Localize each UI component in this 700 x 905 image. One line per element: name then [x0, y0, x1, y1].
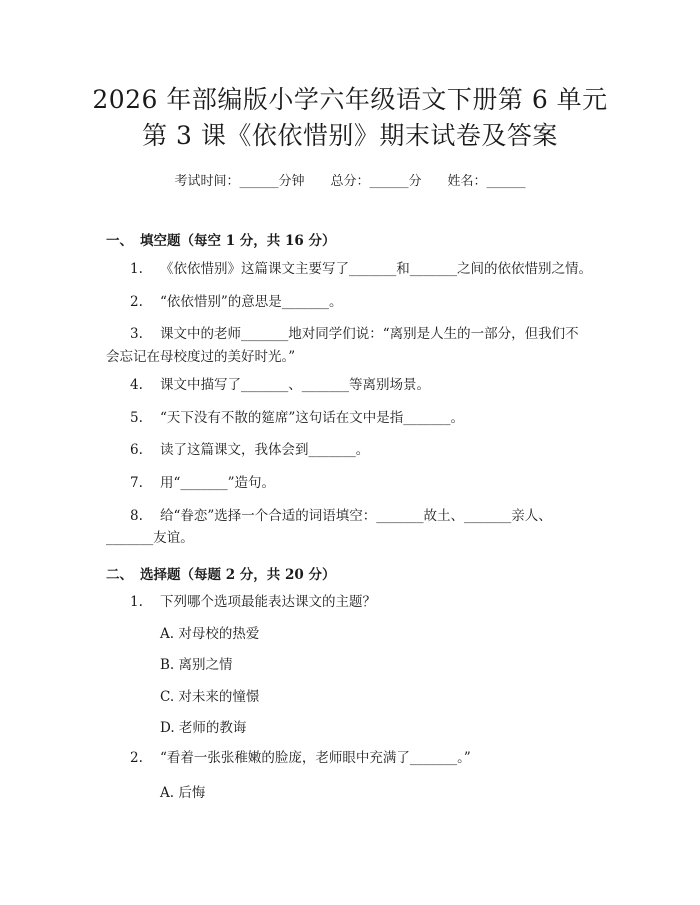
choice-question-2: 2. “看着一张张稚嫩的脸庞，老师眼中充满了_______。”	[130, 750, 471, 766]
question-text: “看着一张张稚嫩的脸庞，老师眼中充满了_______。”	[160, 750, 471, 766]
exam-name: 姓名：______	[447, 174, 526, 189]
exam-time: 考试时间：______分钟	[174, 174, 305, 189]
fill-question-5: 5. “天下没有不散的筵席”这句话在文中是指_______。	[130, 410, 465, 426]
question-text: 读了这篇课文，我体会到_______。	[160, 442, 370, 458]
fill-question-4: 4. 课文中描写了_______、_______等离别场景。	[130, 377, 430, 393]
choice-option-a: A. 后悔	[160, 785, 206, 801]
fill-question-3: 3. 课文中的老师_______地对同学们说：“离别是人生的一部分，但我们不	[130, 326, 579, 342]
question-text: “依依惜别”的意思是_______。	[160, 294, 343, 310]
fill-question-3-continuation: 会忘记在母校度过的美好时光。”	[106, 349, 296, 365]
choice-option-c: C. 对未来的憧憬	[160, 689, 260, 705]
choice-option-a: A. 对母校的热爱	[160, 626, 260, 642]
question-text: 用“_______”造句。	[160, 475, 276, 491]
fill-question-8-continuation: _______友谊。	[106, 530, 194, 546]
section-2-title: 选择题（每题 2 分，共 20 分）	[140, 567, 336, 583]
fill-question-6: 6. 读了这篇课文，我体会到_______。	[130, 442, 370, 458]
section-2-heading	[106, 563, 335, 583]
fill-question-7: 7. 用“_______”造句。	[130, 475, 276, 491]
choice-option-b: B. 离别之情	[160, 657, 233, 673]
section-1-number: 一、	[106, 233, 133, 249]
exam-score: 总分：______分	[330, 174, 422, 189]
question-text: “天下没有不散的筵席”这句话在文中是指_______。	[160, 410, 465, 426]
exam-title-line1: 2026 年部编版小学六年级语文下册第 6 单元	[92, 85, 608, 114]
question-text: 课文中描写了_______、_______等离别场景。	[160, 377, 430, 393]
section-2-number: 二、	[106, 567, 133, 583]
question-text: 下列哪个选项最能表达课文的主题？	[160, 594, 376, 610]
choice-question-1: 1. 下列哪个选项最能表达课文的主题？	[130, 594, 376, 610]
question-text: 给“眷恋”选择一个合适的词语填空：_______故土、_______亲人、	[160, 508, 552, 524]
exam-title-line2: 第 3 课《依依惜别》期末试卷及答案	[142, 121, 558, 150]
fill-question-1: 1. 《依依惜别》这篇课文主要写了_______和_______之间的依依惜别之情。	[130, 261, 592, 277]
choice-option-d: D. 老师的教诲	[160, 720, 247, 736]
section-1-title: 填空题（每空 1 分，共 16 分）	[140, 233, 336, 249]
question-text: 课文中的老师_______地对同学们说：“离别是人生的一部分，但我们不	[160, 326, 579, 342]
exam-meta	[0, 170, 700, 189]
question-text: 《依依惜别》这篇课文主要写了_______和_______之间的依依惜别之情。	[160, 261, 592, 277]
section-1-heading	[106, 229, 335, 249]
fill-question-2: 2. “依依惜别”的意思是_______。	[130, 294, 343, 310]
fill-question-8: 8. 给“眷恋”选择一个合适的词语填空：_______故土、_______亲人、	[130, 508, 552, 524]
